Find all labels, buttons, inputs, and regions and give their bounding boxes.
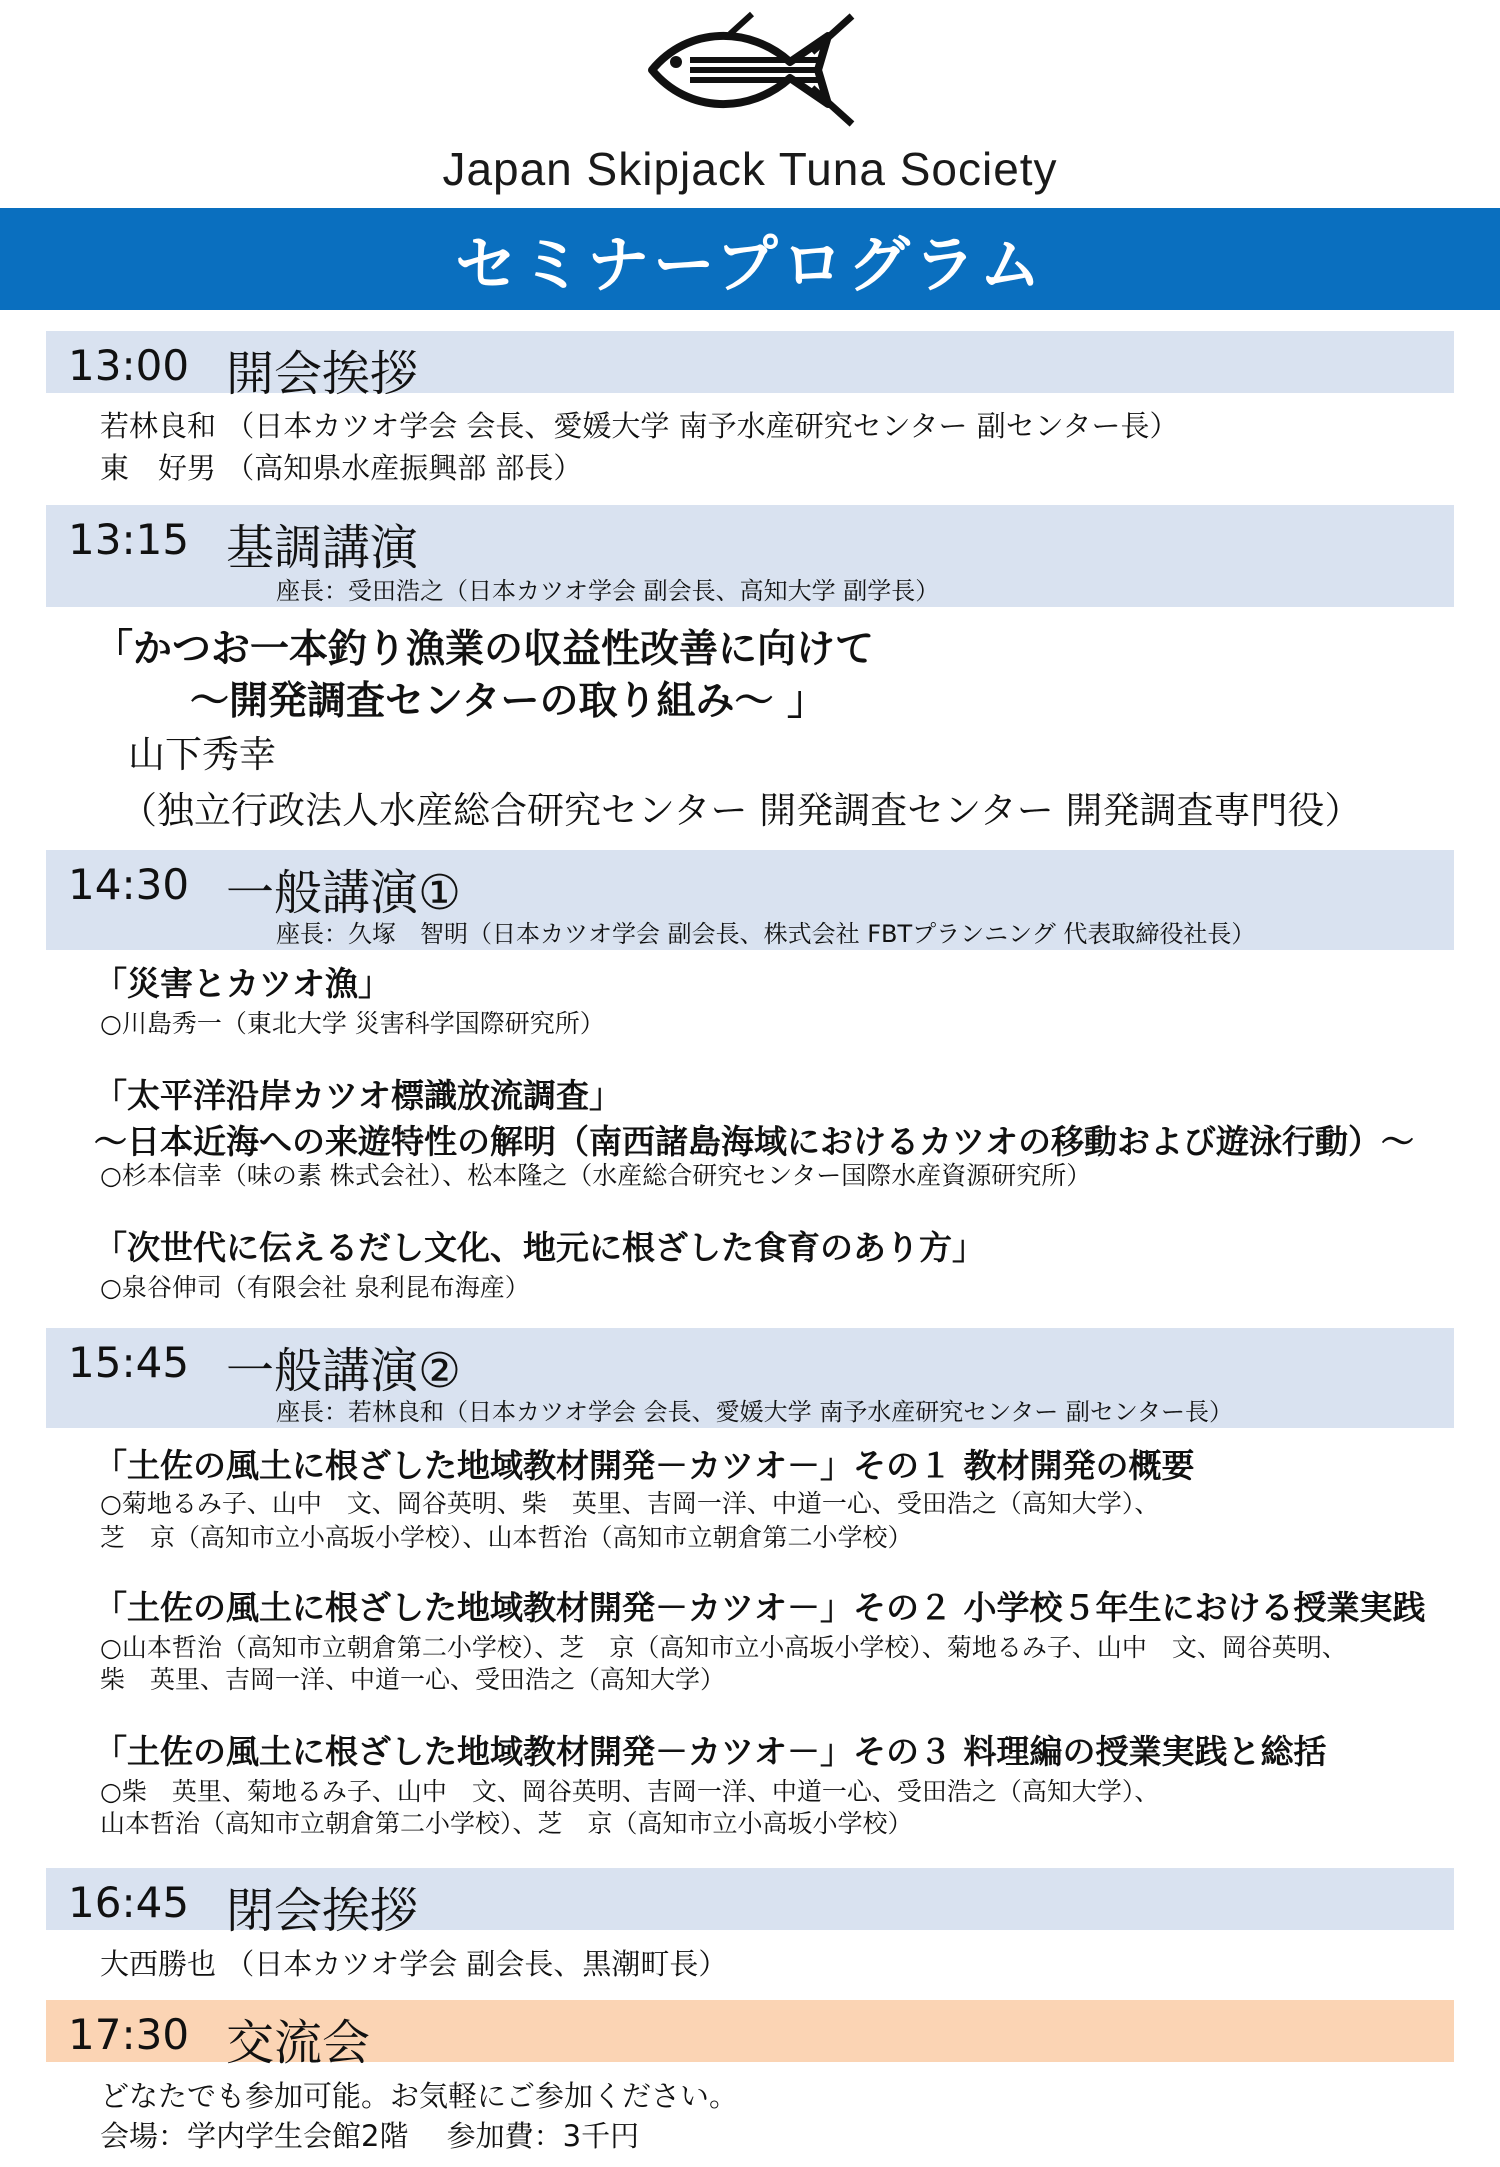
talk-authors: 柴 英里、吉岡一洋、中道一心、受田浩之（高知大学） xyxy=(100,1665,726,1694)
keynote-affiliation: （独立行政法人水産総合研究センター 開発調査センター 開発調査専門役） xyxy=(120,789,1362,832)
talk-title: 「災害とカツオ漁」 xyxy=(94,964,391,1003)
talk-title: 「かつお一本釣り漁業の収益性改善に向けて xyxy=(94,627,875,672)
session-title: 交流会 xyxy=(226,2015,371,2071)
session-title: 一般講演① xyxy=(226,865,462,921)
program-banner xyxy=(0,208,1500,310)
speaker-line: 大西勝也 （日本カツオ学会 副会長、黒潮町長） xyxy=(100,1947,728,1981)
session-time: 13:15 xyxy=(68,515,190,564)
talk-title: 「太平洋沿岸カツオ標識放流調査」 xyxy=(94,1076,622,1115)
talk-authors: 山本哲治（高知市立朝倉第二小学校）、芝 京（高知市立小高坂小学校） xyxy=(100,1809,913,1838)
session-bar-general-1 xyxy=(46,850,1454,950)
speaker-line: 若林良和 （日本カツオ学会 会長、愛媛大学 南予水産研究センター 副センター長） xyxy=(100,409,1179,443)
reception-note: どなたでも参加可能。お気軽にご参加ください。 xyxy=(100,2079,739,2113)
talk-authors: 芝 京（高知市立小高坂小学校）、山本哲治（高知市立朝倉第二小学校） xyxy=(100,1523,913,1552)
session-bar-general-2 xyxy=(46,1328,1454,1428)
session-time: 14:30 xyxy=(68,860,190,909)
session-time: 17:30 xyxy=(68,2010,190,2059)
session-title: 閉会挨拶 xyxy=(226,1883,419,1939)
session-title: 開会挨拶 xyxy=(226,346,419,402)
session-time: 15:45 xyxy=(68,1338,190,1387)
talk-authors: ○菊地るみ子、山中 文、岡谷英明、柴 英里、吉岡一洋、中道一心、受田浩之（高知大学）、 xyxy=(100,1489,1160,1518)
session-chair: 座長：受田浩之（日本カツオ学会 副会長、高知大学 副学長） xyxy=(276,577,940,605)
talk-title: 「土佐の風土に根ざした地域教材開発－カツオ－」その３ 料理編の授業実践と総括 xyxy=(94,1732,1327,1771)
reception-venue: 会場：学内学生会館2階 参加費：3千円 xyxy=(100,2119,640,2153)
talk-authors: ○川島秀一（東北大学 災害科学国際研究所） xyxy=(100,1009,605,1038)
fish-icon xyxy=(640,8,870,132)
session-chair: 座長：若林良和（日本カツオ学会 会長、愛媛大学 南予水産研究センター 副センター長） xyxy=(276,1398,1233,1426)
session-bar-reception xyxy=(46,2000,1454,2071)
talk-authors: ○泉谷伸司（有限会社 泉利昆布海産） xyxy=(100,1273,530,1302)
talk-title: 「土佐の風土に根ざした地域教材開発－カツオ－」その２ 小学校５年生における授業実践 xyxy=(94,1588,1426,1627)
speaker-line: 東 好男 （高知県水産振興部 部長） xyxy=(100,451,583,485)
session-title: 基調講演 xyxy=(226,520,419,576)
session-title: 一般講演② xyxy=(226,1343,462,1399)
session-bar-keynote xyxy=(46,505,1454,607)
session-time: 13:00 xyxy=(68,341,190,390)
keynote-speaker: 山下秀幸 xyxy=(128,733,276,776)
session-bar-closing xyxy=(46,1868,1454,1939)
session-bar-opening xyxy=(46,331,1454,402)
talk-authors: ○柴 英里、菊地るみ子、山中 文、岡谷英明、吉岡一洋、中道一心、受田浩之（高知大学）、 xyxy=(100,1777,1160,1806)
talk-authors: ○杉本信幸（味の素 株式会社）、松本隆之（水産総合研究センター国際水産資源研究所） xyxy=(100,1161,1092,1190)
session-chair: 座長：久塚 智明（日本カツオ学会 副会長、株式会社 FBTプランニング 代表取締役社長） xyxy=(276,920,1256,948)
talk-subtitle: ～開発調査センターの取り組み～ 」 xyxy=(190,679,827,724)
talk-subtitle: ～日本近海への来遊特性の解明（南西諸島海域におけるカツオの移動および遊泳行動）～ xyxy=(94,1122,1414,1161)
session-time: 16:45 xyxy=(68,1878,190,1927)
talk-title: 「次世代に伝えるだし文化、地元に根ざした食育のあり方」 xyxy=(94,1228,985,1267)
banner-title: セミナープログラム xyxy=(454,227,1046,301)
talk-title: 「土佐の風土に根ざした地域教材開発－カツオ－」その１ 教材開発の概要 xyxy=(94,1446,1195,1485)
society-name: Japan Skipjack Tuna Society xyxy=(442,143,1058,195)
talk-authors: ○山本哲治（高知市立朝倉第二小学校）、芝 京（高知市立小高坂小学校）、菊地るみ子、山中 文、岡谷英明、 xyxy=(100,1633,1347,1662)
